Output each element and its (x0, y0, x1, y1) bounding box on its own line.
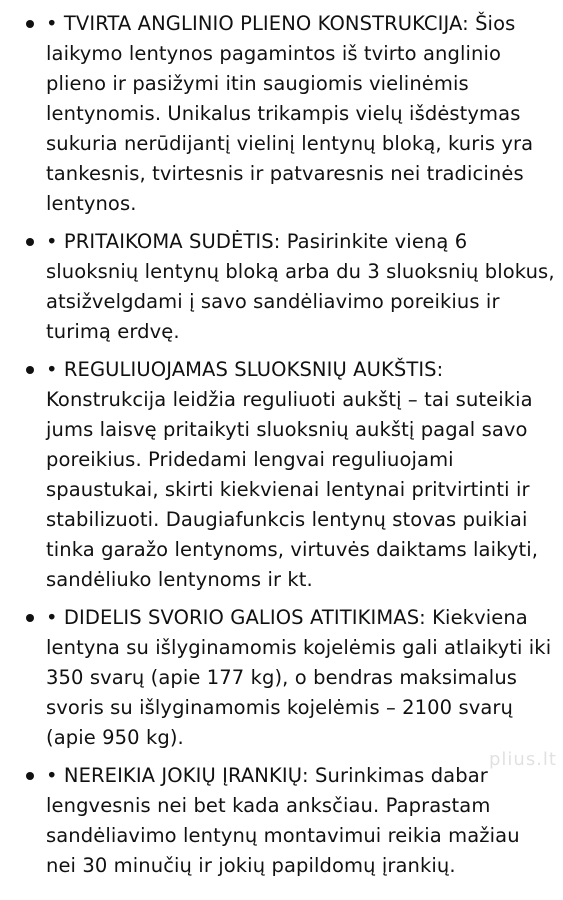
feature-item-no-tools (0, 761, 555, 881)
feature-heading: • TVIRTA ANGLINIO PLIENO KONSTRUKCIJA: (46, 12, 469, 35)
bullet-icon (26, 238, 34, 246)
feature-item-steel-construction (0, 9, 555, 219)
feature-body: Surinkimas dabar lengvesnis nei bet kada anksčiau. Paprastam sandėliavimo lentynų montavimui reikia mažiau nei 30 minučių ir jokių papildomų įrankių. (46, 764, 520, 877)
feature-heading: • DIDELIS SVORIO GALIOS ATITIKIMAS: (46, 606, 426, 629)
feature-heading: • PRITAIKOMA SUDĖTIS: (46, 230, 281, 253)
feature-item-weight-capacity (0, 603, 555, 753)
bullet-icon (26, 772, 34, 780)
feature-heading: • NEREIKIA JOKIŲ ĮRANKIŲ: (46, 764, 309, 787)
feature-item-custom-composition (0, 227, 555, 347)
bullet-icon (26, 20, 34, 28)
feature-item-adjustable-height (0, 355, 555, 595)
watermark: plius.lt (489, 749, 557, 770)
bullet-icon (26, 366, 34, 374)
feature-body: Pasirinkite vieną 6 sluoksnių lentynų bloką arba du 3 sluoksnių blokus, atsižvelgdami į savo sandėliavimo poreikius ir turimą erdvę. (46, 230, 555, 343)
feature-heading: • REGULIUOJAMAS SLUOKSNIŲ AUKŠTIS: (46, 358, 444, 381)
bullet-icon (26, 614, 34, 622)
feature-body: Konstrukcija leidžia reguliuoti aukštį – tai suteikia jums laisvę pritaikyti sluoksnių aukštį pagal savo poreikius. Pridedami lengvai reguliuojami spaustukai, skirti kiekvienai lentynai pritvirtinti ir stabilizuoti. Daugiafunkcis lentynų stovas puikiai tinka garažo lentynoms, virtuvės daiktams laikyti, sandėliuko lentynoms ir kt. (46, 388, 539, 591)
feature-body: Šios laikymo lentynos pagamintos iš tvirto anglinio plieno ir pasižymi itin saugiomis vielinėmis lentynomis. Unikalus trikampis vielų išdėstymas sukuria nerūdijantį vielinį lentynų bloką, kuris yra tankesnis, tvirtesnis ir patvaresnis nei tradicinės lentynos. (46, 12, 534, 215)
feature-body: Kiekviena lentyna su išlyginamomis kojelėmis gali atlaikyti iki 350 svarų (apie 177 kg), o bendras maksimalus svoris su išlyginamomis kojelėmis – 2100 svarų (apie 950 kg). (46, 606, 552, 749)
